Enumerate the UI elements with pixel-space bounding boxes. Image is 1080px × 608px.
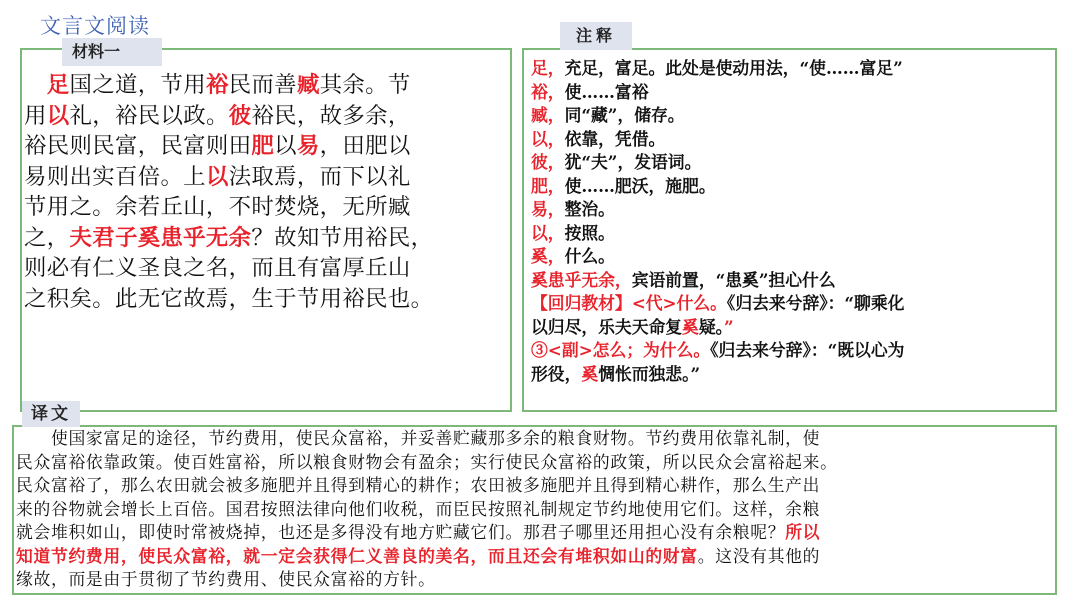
text-segment: 礼，裕民以政。 [69,102,229,129]
text-segment: 用 [24,102,47,129]
text-segment: 什么。 [564,246,615,266]
text-segment: 宾语前置，“患奚”担心什么 [631,269,836,290]
text-segment: 民而善 [228,72,297,98]
translation-line [16,427,1056,451]
text-segment: 民众富裕了，那么农田就会被多施肥并且得到精心的耕作；农田被多施肥并且得到精心耕作，那么生产出 [16,475,821,495]
note-line [531,292,1051,316]
highlighted-text: 易， [531,199,565,219]
text-segment: 来的谷物就会增长上百倍。国君按照法律向他们收税，而臣民按照礼制规定节约地使用它们。这样，余粮 [16,498,821,519]
note-line [531,198,1051,222]
text-segment: 就会堆积如山，即使时常被烧掉，也还是多得没有地方贮藏它们。那君子哪里还用担心没有余粮呢？ [16,522,786,542]
highlighted-text: 彼， [531,152,565,172]
text-segment: 缘故，而是由于贯彻了节约费用、使民众富裕的方针。 [16,569,436,589]
material1-line [24,162,508,193]
highlighted-text: ③<副>怎么；为什么。 [531,340,711,360]
highlighted-text: 以， [531,222,565,243]
text-segment: 其余。节 [319,72,411,98]
text-segment: 整治。 [564,199,615,219]
highlighted-text: 臧， [531,105,565,125]
highlighted-text: 易 [296,133,320,159]
highlighted-text: 【回归教材】<代>什么。 [531,293,727,313]
material1-line [24,192,508,223]
material1-text [24,70,508,314]
text-segment: 。这没有其他的 [697,545,821,566]
text-segment: 以归尽，乐夫天命复 [531,316,683,337]
highlighted-text: 彼 [228,102,252,129]
text-segment: 节用之。余若丘山，不时焚烧，无所臧 [24,194,411,220]
notes-tag: 注释 [560,22,632,50]
note-line [531,175,1051,199]
note-line [531,57,1051,81]
text-segment: 之， [24,224,70,251]
note-line [531,339,1051,363]
material1-line [24,101,508,132]
text-segment: 惆怅而独悲。” [598,363,701,384]
text-segment: 充足，富足。此处是使动用法，“使……富足” [564,58,903,78]
note-line [531,245,1051,269]
text-segment: 使……肥沃，施肥。 [564,175,716,196]
material1-line [24,70,508,101]
highlighted-text: 夫君子奚患乎无余 [69,224,252,251]
page-title: 文言文阅读 [40,14,150,38]
translation-tag: 译文 [22,401,80,427]
highlighted-text: 足， [531,58,565,78]
material1-line [24,223,508,254]
text-segment: 则必有仁义圣良之名，而且有富厚丘山 [24,255,411,281]
highlighted-text: 奚， [531,246,565,266]
highlighted-text: 奚 [682,316,699,337]
text-segment: 按照。 [564,222,615,243]
text-segment [24,72,47,98]
highlighted-text: 肥 [251,133,275,159]
highlighted-text: 足 [46,72,70,98]
text-segment: 同“藏”，储存。 [564,105,685,125]
translation-line [16,521,1056,545]
text-segment: 裕民则民富，民富则田 [24,133,252,159]
text-segment: 民众富裕依靠政策。使百姓富裕，所以粮食财物会有盈余；实行使民众富裕的政策，所以民众会富裕起来。 [16,451,838,472]
text-segment: 依靠，凭借。 [564,128,666,149]
translation-line [16,474,1056,498]
highlighted-text: 以 [46,102,70,129]
translation-line [16,545,1056,569]
text-segment: ，田肥以 [319,133,411,159]
note-line [531,104,1051,128]
note-line [531,151,1051,175]
note-line [531,128,1051,152]
highlighted-text: 奚 [581,363,599,384]
text-segment: 《归去来兮辞》：“既以心为 [710,340,905,360]
text-segment: 之积矣。此无它故焉，生于节用裕民也。 [24,285,434,312]
highlighted-text: 臧 [296,72,320,98]
text-segment: 疑。 [698,316,725,337]
translation-line [16,498,1056,522]
highlighted-text: 奚患乎无余， [531,269,632,290]
text-segment: 形役， [531,363,582,384]
highlighted-text: 肥， [531,175,565,196]
note-line [531,363,1051,387]
notes-text [531,57,1051,386]
text-segment: 使……富裕 [564,81,649,102]
translation-text [16,427,1056,592]
highlighted-text: 所以 [785,522,821,542]
text-segment: 使国家富足的途径，节约费用，使民众富裕，并妥善贮藏那多余的粮食财物。节约费用依靠礼制，使 [16,428,821,448]
material1-tag: 材料一 [62,38,162,66]
note-line [531,222,1051,246]
highlighted-text: 以， [531,128,565,149]
translation-line [16,568,1056,592]
text-segment: 法取焉，而下以礼 [228,163,411,190]
note-line [531,269,1051,293]
translation-line [16,451,1056,475]
highlighted-text: 知道节约费用，使民众富裕，就一定会获得仁义善良的美名，而且还会有堆积如山的财富 [16,545,698,566]
text-segment: 国之道，节用 [69,72,206,98]
highlighted-text: 裕， [531,81,565,102]
highlighted-text: 以 [205,163,229,190]
text-segment: ？故知节用裕民， [251,224,434,251]
highlighted-text: 裕 [205,72,229,98]
text-segment: 易则出实百倍。上 [24,163,206,190]
material1-line [24,284,508,315]
text-segment: 以 [274,133,297,159]
note-line [531,81,1051,105]
text-segment: 《归去来兮辞》：“聊乘化 [726,293,905,313]
material1-line [24,253,508,284]
material1-line [24,131,508,162]
highlighted-text: ” [724,316,734,337]
note-line [531,316,1051,340]
text-segment: 裕民，故多余， [251,102,411,129]
text-segment: 犹“夫”，发语词。 [564,152,702,172]
